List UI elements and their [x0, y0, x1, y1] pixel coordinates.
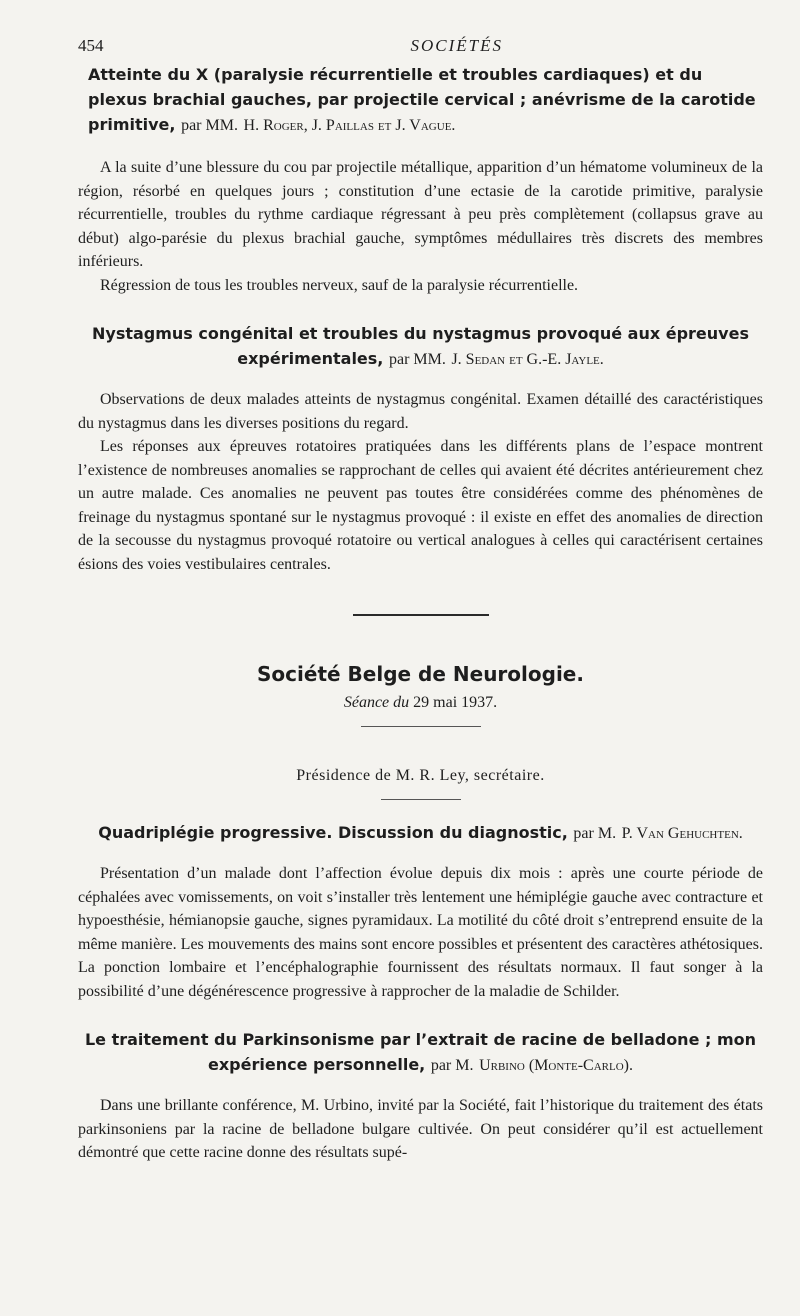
article-3-paragraph-1: Présentation d’un malade dont l’affection évolue depuis dix mois : après une courte période de céphalées avec vomissements, on voit s’installer très lentement une hémiplégie gauche avec contracture et hypoesthésie, hémianopsie gauche, signes pyramidaux. La motilité du côté droit s’entreprend ensuite de la même manière. Les mouvements des mains sont encore possibles et présentent des caractères athétosiques. La ponction lombaire et l’encéphalographie fournissent des résultats normaux. Il faut songer à la possibilité d’une dégénérescence progressive à rapprocher de la maladie de Schilder.: [78, 865, 763, 1000]
society-heading: Société Belge de Neurologie.: [257, 662, 584, 686]
page-number: 454: [78, 36, 104, 55]
running-title: SOCIÉTÉS: [410, 36, 503, 55]
article-2-authors: J. Sedan et G.-E. Jayle.: [451, 351, 604, 368]
seance-date: 29 mai 1937.: [413, 694, 498, 711]
article-2-title: [78, 321, 763, 372]
article-3-title-text: Quadriplégie progressive. Discussion du diagnostic,: [98, 823, 568, 842]
article-4-authors-prefix: par M.: [430, 1057, 474, 1074]
page-header: [78, 36, 763, 56]
article-2-paragraph-2: Les réponses aux épreuves rotatoires pratiquées dans les différents plans de l’espace montrent l’existence de nombreuses anomalies se rapprochant de celles qui avaient été décrites antérieurement chez un autre malade. Ces anomalies ne peuvent pas toutes être considérées comme des phénomènes de freinage du nystagmus spontané sur le nystagmus provoqué : il existe en effet des anomalies de direction de la secousse du nystagmus provoqué rotatoire ou vertical analogues à celles qui caractérisent certaines ésions des voies vestibulaires centrales.: [78, 438, 763, 573]
article-3-title: [78, 820, 763, 846]
article-1-authors-prefix: par MM.: [181, 117, 238, 134]
article-4-authors: Urbino (Monte-Carlo).: [479, 1057, 633, 1074]
article-1-authors: H. Roger, J. Paillas et J. Vague.: [243, 117, 456, 134]
article-2-title-text: Nystagmus congénital et troubles du nystagmus provoqué aux épreuves expérimentales,: [92, 324, 749, 368]
article-1-paragraph-2: Régression de tous les troubles nerveux, sauf de la paralysie récurrentielle.: [100, 276, 579, 294]
article-1-paragraph-1: A la suite d’une blessure du cou par projectile métallique, apparition d’un hématome volumineux de la région, résorbé en quelques jours ; constitution d’une ectasie de la carotide primitive, paralysie récurrentielle, troubles du rythme cardiaque régressant à peu près complètement (collapsus grave au début) algo-parésie du plexus brachial gauche, symptômes médullaires très discrets des membres inférieurs.: [78, 159, 763, 270]
seance-rule: [361, 726, 481, 727]
article-1-title: [78, 62, 763, 138]
article-3-authors: P. Van Gehuchten.: [621, 825, 743, 842]
page: [78, 36, 763, 1165]
article-3-authors-prefix: par M.: [573, 825, 617, 842]
article-4-title-text: Le traitement du Parkinsonisme par l’extrait de racine de belladone ; mon expérience personnelle,: [84, 1030, 757, 1074]
article-4-paragraph-1: Dans une brillante conférence, M. Urbino, invité par la Société, fait l’historique du traitement des états parkinsoniens par la racine de belladone bulgare cultivée. On peut considérer qu’il est actuellement démontré que cette racine donne des résultats supé-: [78, 1097, 763, 1161]
article-2-authors-prefix: par MM.: [388, 351, 446, 368]
article-4-title: [78, 1027, 763, 1078]
presidence-line: Présidence de M. R. Ley, secrétaire.: [296, 767, 545, 784]
article-1-title-text: Atteinte du X (paralysie récurrentielle et troubles cardiaques) et du plexus brachial gauches, par projectile cervical ; anévrisme de la carotide primitive,: [88, 65, 756, 134]
article-2-paragraph-1: Observations de deux malades atteints de nystagmus congénital. Examen détaillé des caractéristiques du nystagmus dans les diverses positions du regard.: [78, 391, 763, 432]
seance-line: [78, 694, 763, 712]
section-divider-rule: [353, 614, 489, 616]
seance-prefix: Séance du: [343, 694, 410, 711]
